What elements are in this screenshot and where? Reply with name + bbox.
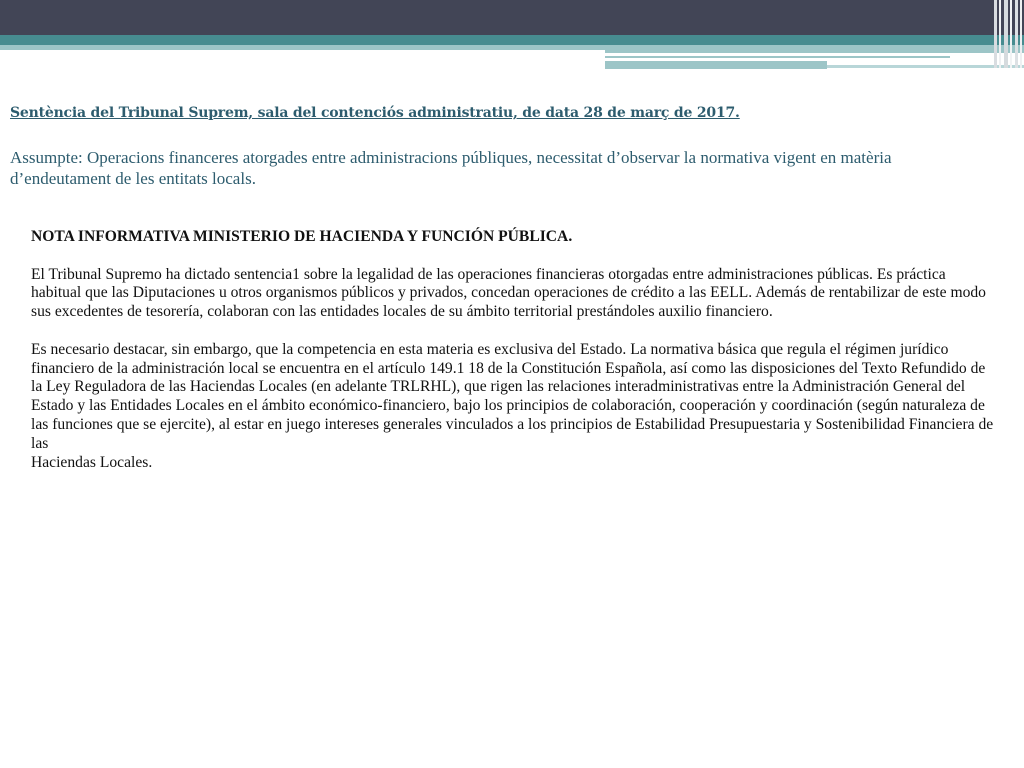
- header-line: [605, 61, 827, 69]
- informative-note: [31, 228, 996, 472]
- slide-title: Sentència del Tribunal Suprem, sala del contenciós administratiu, de data 28 de març de 2017.: [10, 105, 740, 121]
- note-heading: NOTA INFORMATIVA MINISTERIO DE HACIENDA Y FUNCIÓN PÚBLICA.: [31, 228, 573, 245]
- header-vertical-stripe: [1010, 0, 1012, 68]
- note-paragraph-ending: Haciendas Locales.: [31, 453, 153, 471]
- note-paragraph: Es necesario destacar, sin embargo, que la competencia en esta materia es exclusiva del Estado. La normativa básica que regula el régimen jurídico financiero de la administración local se encuentra en el artículo 149.1 18 de la Constitución Española, así como las disposiciones del Texto Refundido de la Ley Reguladora de las Haciendas Locales (en adelante TRLRHL), que rigen las relaciones interadministrativas entre la Administración General del Estado y las Entidades Locales en el ámbito económico-financiero, bajo los principios de colaboración, cooperación y coordinación (según naturaleza de las funciones que se ejercite), al estar en juego intereses generales vinculados a los principios de Estabilidad Presupuestaria y Sostenibilidad Financiera de las: [31, 340, 994, 452]
- header-line: [605, 56, 950, 58]
- header-vertical-stripe: [1015, 0, 1018, 68]
- header-band-light: [605, 45, 1024, 53]
- header-vertical-stripe: [994, 0, 997, 68]
- header-vertical-stripe: [1004, 0, 1008, 68]
- header-vertical-stripe: [999, 0, 1001, 68]
- header-band-light: [0, 45, 605, 50]
- header-vertical-stripe: [1020, 0, 1022, 68]
- subject-text: Assumpte: Operacions financeres atorgades entre administracions públiques, necessitat d’observar la normativa vigent en matèria d’endeutament de les entitats locals.: [10, 148, 892, 188]
- header-band-dark: [0, 0, 1024, 35]
- header-band-teal: [0, 35, 1024, 45]
- note-paragraph: El Tribunal Supremo ha dictado sentencia1 sobre la legalidad de las operaciones financieras otorgadas entre administraciones públicas. Es práctica habitual que las Diputaciones u otros organismos públicos y privados, concedan operaciones de crédito a las EELL. Además de rentabilizar de este modo sus excedentes de tesorería, colaboran con las entidades locales de su ámbito territorial prestándoles auxilio financiero.: [31, 265, 986, 321]
